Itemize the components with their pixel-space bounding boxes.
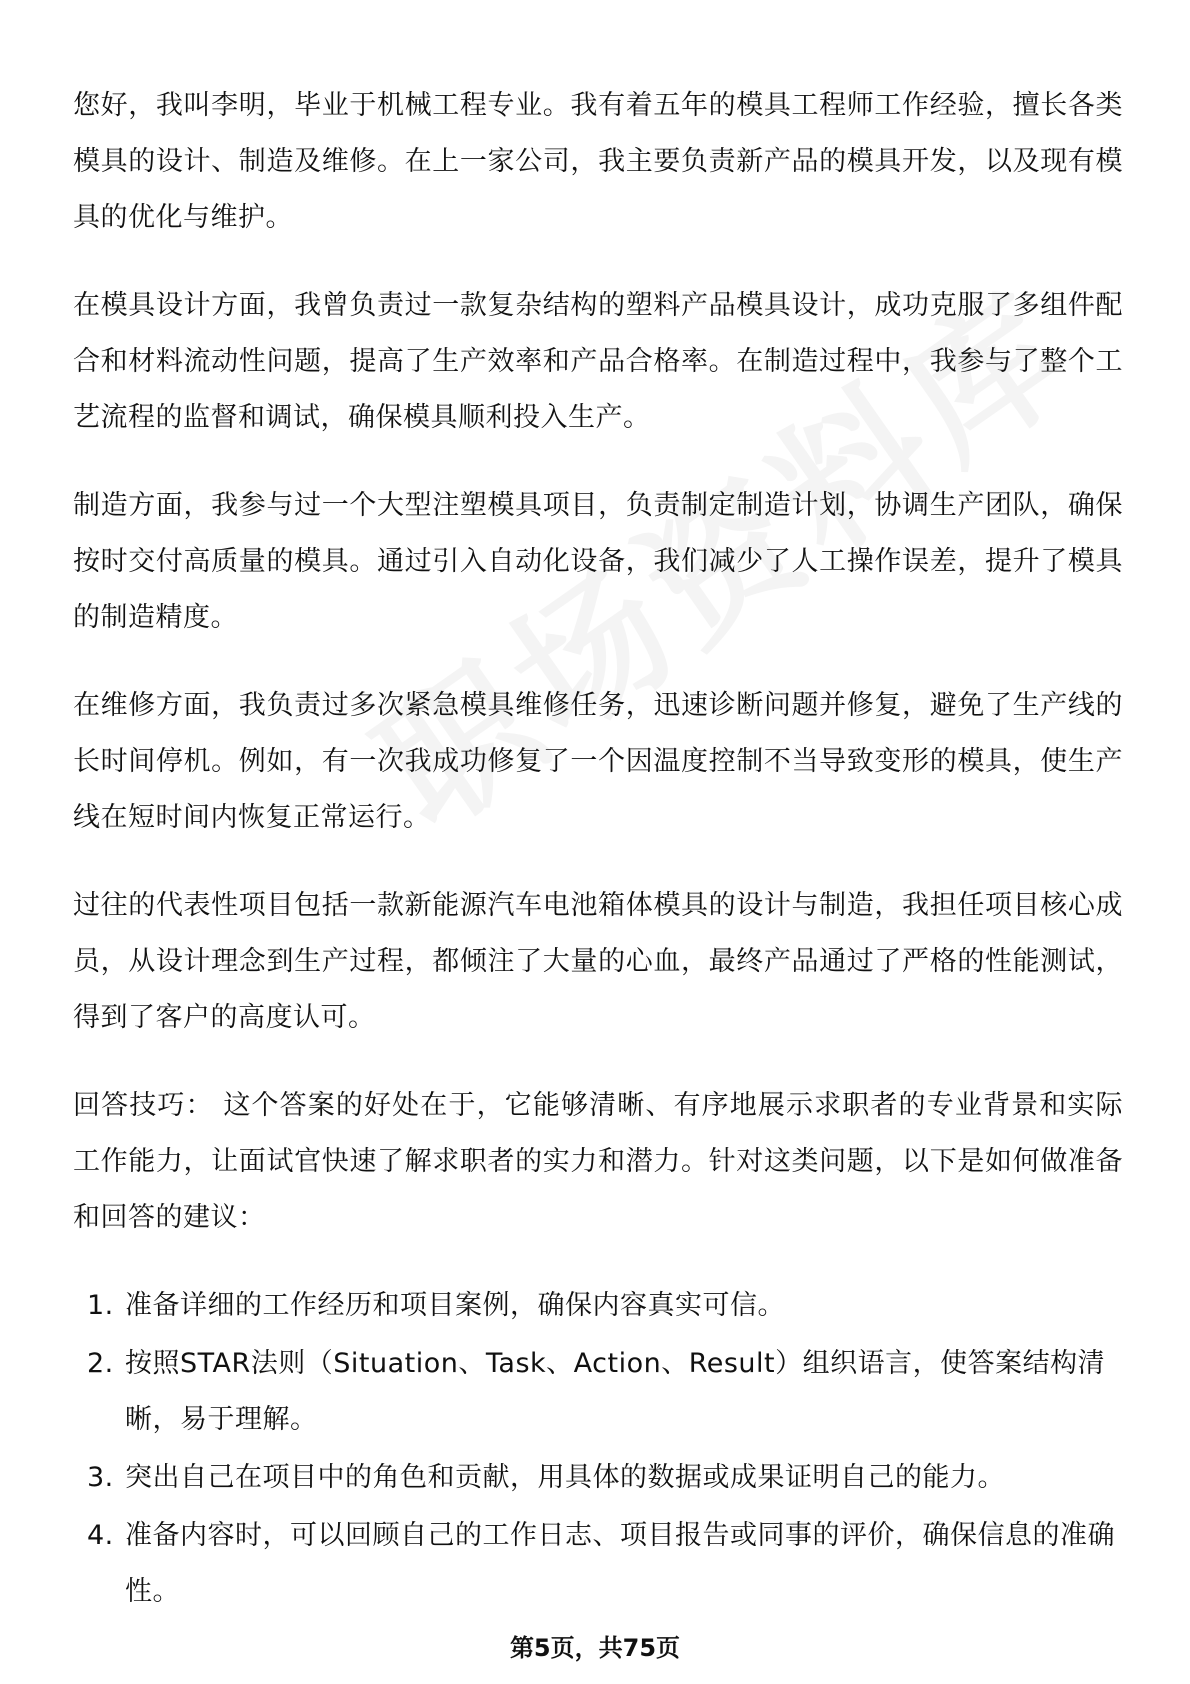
paragraph-tips: 回答技巧： 这个答案的好处在于，它能够清晰、有序地展示求职者的专业背景和实际工作能力，让面试官快速了解求职者的实力和潜力。针对这类问题，以下是如何做准备和回答的建议： bbox=[73, 1090, 1123, 1233]
document-body bbox=[73, 78, 1123, 1622]
list-text: 按照STAR法则（Situation、Task、Action、Result）组织语言，使答案结构清晰，易于理解。 bbox=[125, 1348, 1106, 1435]
list-item bbox=[73, 1508, 1123, 1620]
list-item bbox=[73, 1278, 1123, 1334]
list-text: 准备详细的工作经历和项目案例，确保内容真实可信。 bbox=[125, 1290, 785, 1321]
list-item bbox=[73, 1450, 1123, 1506]
list-item bbox=[73, 1336, 1123, 1448]
paragraph-projects: 过往的代表性项目包括一款新能源汽车电池箱体模具的设计与制造，我担任项目核心成员，从设计理念到生产过程，都倾注了大量的心血，最终产品通过了严格的性能测试，得到了客户的高度认可。 bbox=[73, 890, 1123, 1033]
list-number: 4. bbox=[87, 1520, 114, 1551]
list-text: 准备内容时，可以回顾自己的工作日志、项目报告或同事的评价，确保信息的准确性。 bbox=[125, 1520, 1115, 1607]
paragraph-design: 在模具设计方面，我曾负责过一款复杂结构的塑料产品模具设计，成功克服了多组件配合和材料流动性问题，提高了生产效率和产品合格率。在制造过程中，我参与了整个工艺流程的监督和调试，确保模具顺利投入生产。 bbox=[73, 290, 1123, 433]
list-text: 突出自己在项目中的角色和贡献，用具体的数据或成果证明自己的能力。 bbox=[125, 1462, 1005, 1493]
page-number-footer: 第5页，共75页 bbox=[509, 1634, 681, 1662]
list-number: 2. bbox=[87, 1348, 114, 1379]
paragraph-maintenance: 在维修方面，我负责过多次紧急模具维修任务，迅速诊断问题并修复，避免了生产线的长时间停机。例如，有一次我成功修复了一个因温度控制不当导致变形的模具，使生产线在短时间内恢复正常运行。 bbox=[73, 690, 1123, 833]
paragraph-manufacturing: 制造方面，我参与过一个大型注塑模具项目，负责制定制造计划，协调生产团队，确保按时交付高质量的模具。通过引入自动化设备，我们减少了人工操作误差，提升了模具的制造精度。 bbox=[73, 490, 1123, 633]
list-number: 3. bbox=[87, 1462, 114, 1493]
tips-list bbox=[73, 1278, 1123, 1620]
paragraph-intro: 您好，我叫李明，毕业于机械工程专业。我有着五年的模具工程师工作经验，擅长各类模具的设计、制造及维修。在上一家公司，我主要负责新产品的模具开发，以及现有模具的优化与维护。 bbox=[73, 90, 1123, 233]
list-number: 1. bbox=[87, 1290, 114, 1321]
